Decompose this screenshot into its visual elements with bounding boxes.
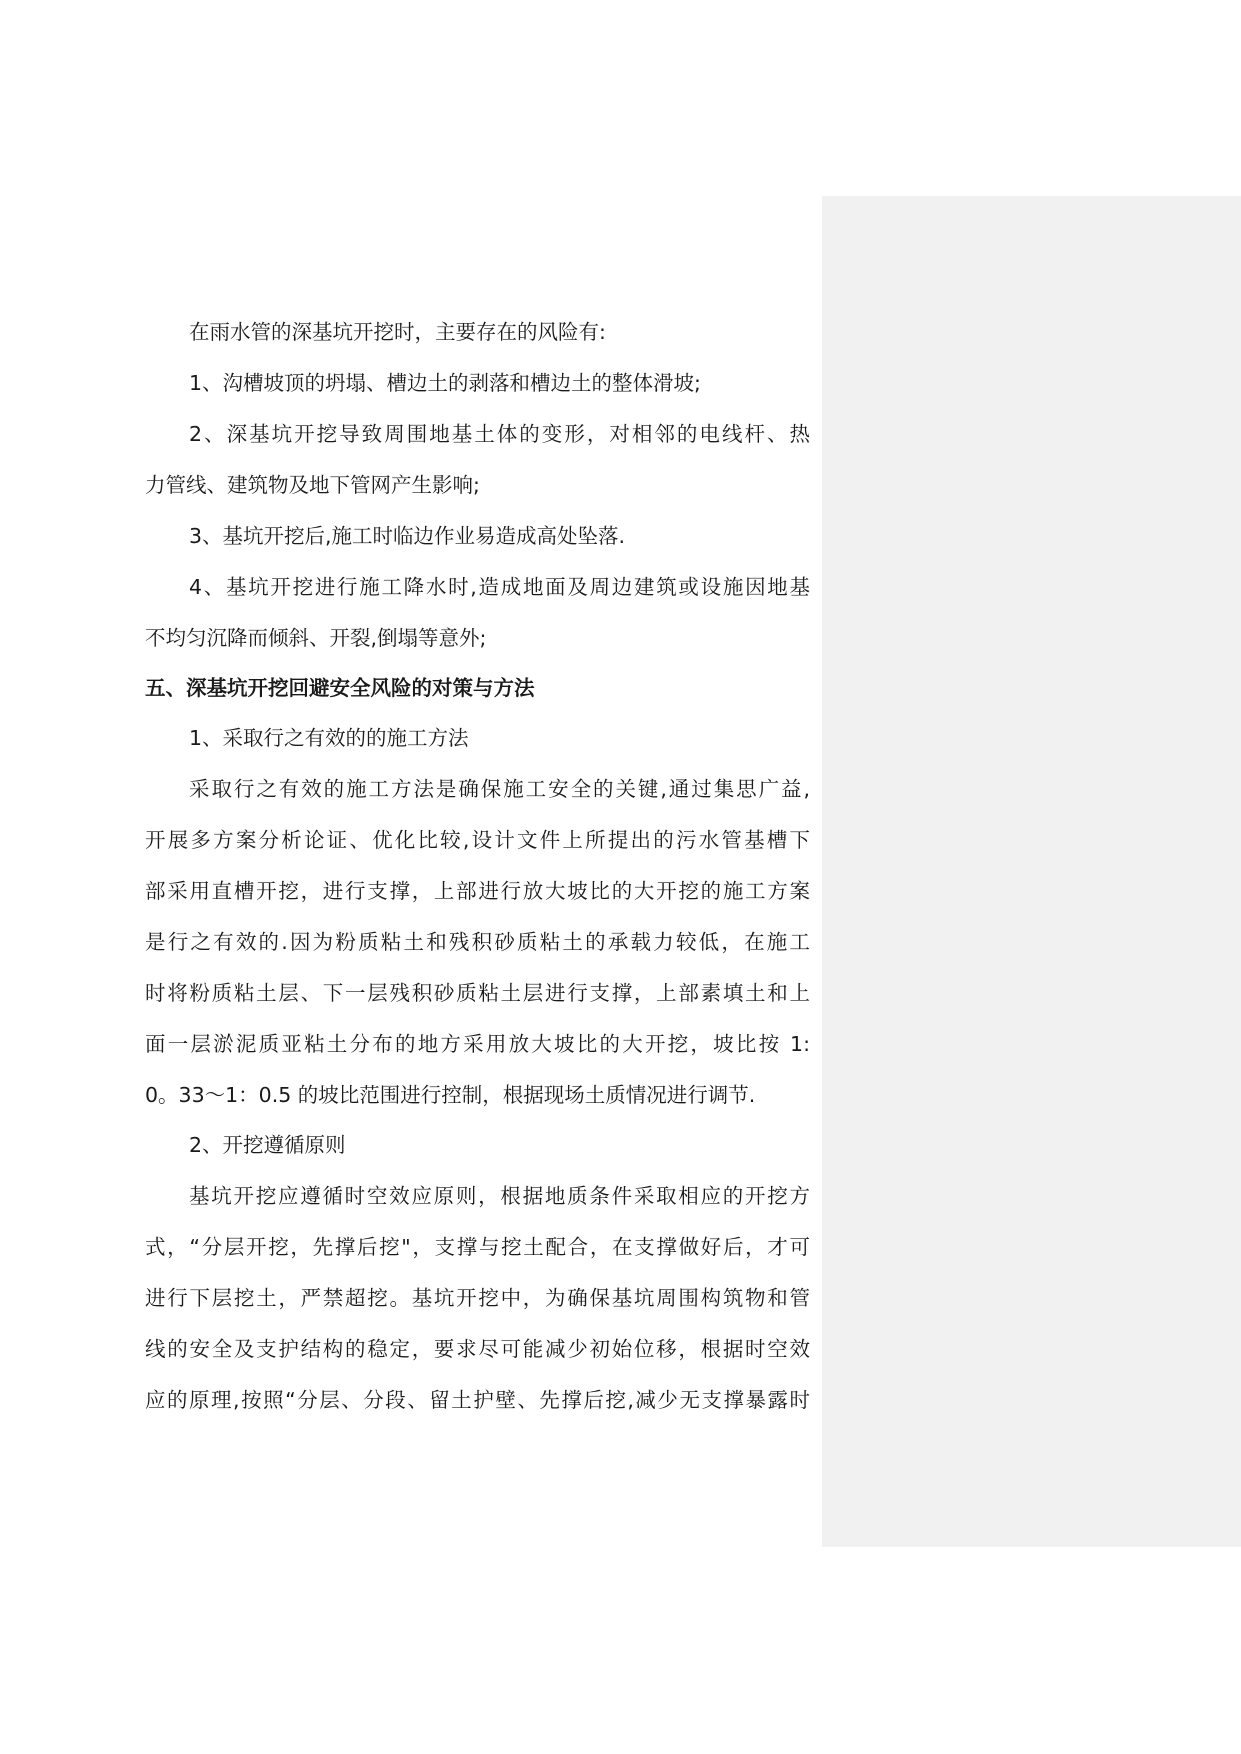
body-paragraph-line: 线的安全及支护结构的稳定，要求尽可能减少初始位移，根据时空效	[145, 1337, 810, 1361]
body-paragraph-line: 是行之有效的.因为粉质粘土和残积砂质粘土的承载力较低，在施工	[145, 930, 810, 954]
body-paragraph-line: 进行下层挖土，严禁超挖。基坑开挖中，为确保基坑周围构筑物和管	[145, 1286, 810, 1310]
risk-item-2-line-2: 力管线、建筑物及地下管网产生影响;	[145, 473, 480, 497]
risk-item-2-line-1: 2、深基坑开挖导致周围地基土体的变形，对相邻的电线杆、热	[189, 422, 810, 446]
risk-item-4-line-1: 4、基坑开挖进行施工降水时,造成地面及周边建筑或设施因地基	[189, 575, 810, 599]
comment-margin-pane	[822, 196, 1241, 1547]
body-paragraph-line: 部采用直槽开挖，进行支撑，上部进行放大坡比的大开挖的施工方案	[145, 879, 810, 903]
subheading-2: 2、开挖遵循原则	[189, 1133, 346, 1157]
paragraph-intro: 在雨水管的深基坑开挖时，主要存在的风险有:	[189, 320, 606, 344]
body-paragraph-line: 应的原理,按照“分层、分段、留土护壁、先撑后挖,减少无支撑暴露时	[145, 1388, 810, 1412]
subheading-1: 1、采取行之有效的的施工方法	[189, 726, 469, 750]
body-paragraph-line: 时将粉质粘土层、下一层残积砂质粘土层进行支撑，上部素填土和上	[145, 981, 810, 1005]
body-paragraph-line: 式，“分层开挖，先撑后挖"，支撑与挖土配合，在支撑做好后，才可	[145, 1235, 810, 1259]
body-paragraph-line: 开展多方案分析论证、优化比较,设计文件上所提出的污水管基槽下	[145, 828, 810, 852]
risk-item-3: 3、基坑开挖后,施工时临边作业易造成高处坠落.	[189, 524, 626, 548]
body-paragraph-line: 采取行之有效的施工方法是确保施工安全的关键,通过集思广益,	[189, 777, 810, 801]
body-paragraph-line: 面一层淤泥质亚粘土分布的地方采用放大坡比的大开挖，坡比按 1:	[145, 1032, 810, 1056]
risk-item-4-line-2: 不均匀沉降而倾斜、开裂,倒塌等意外;	[145, 626, 487, 650]
body-paragraph-line: 基坑开挖应遵循时空效应原则，根据地质条件采取相应的开挖方	[189, 1184, 810, 1208]
body-paragraph-line: 0。33～1：0.5 的坡比范围进行控制，根据现场土质情况进行调节.	[145, 1083, 756, 1107]
section-heading-5: 五、深基坑开挖回避安全风险的对策与方法	[145, 676, 535, 700]
risk-item-1: 1、沟槽坡顶的坍塌、槽边土的剥落和槽边土的整体滑坡;	[189, 371, 701, 395]
